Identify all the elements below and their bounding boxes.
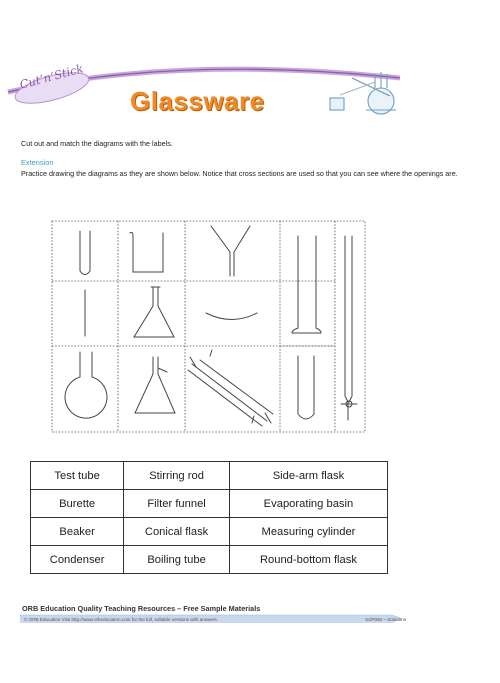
test-tube-diagram[interactable] [80, 231, 90, 275]
label-cell[interactable]: Burette [31, 490, 124, 518]
measuring-cylinder-diagram[interactable] [292, 236, 321, 333]
label-cell[interactable]: Measuring cylinder [229, 518, 387, 546]
round-bottom-flask-diagram[interactable] [65, 352, 107, 418]
footer-code: SciP060 – Solutions [365, 617, 407, 622]
boiling-tube-diagram[interactable] [298, 356, 314, 419]
label-cell[interactable]: Evaporating basin [229, 490, 387, 518]
table-row [31, 518, 388, 546]
conical-flask-diagram[interactable] [134, 287, 174, 337]
label-cell[interactable]: Condenser [31, 546, 124, 574]
label-cell[interactable]: Filter funnel [124, 490, 230, 518]
instructions-text: Cut out and match the diagrams with the labels. [21, 139, 173, 148]
table-row [31, 546, 388, 574]
label-cell[interactable]: Round-bottom flask [229, 546, 387, 574]
label-cell[interactable]: Stirring rod [124, 462, 230, 490]
page-title: Glassware [130, 86, 265, 116]
extension-heading: Extension [21, 158, 54, 167]
label-cell[interactable]: Side-arm flask [229, 462, 387, 490]
condenser-diagram[interactable] [188, 350, 273, 426]
label-cell[interactable]: Beaker [31, 518, 124, 546]
label-cell[interactable]: Boiling tube [124, 546, 230, 574]
label-cell[interactable]: Test tube [31, 462, 124, 490]
footer-copyright: © ORB Education Visit http://www.orbeducation.com for the full, editable versions with answers. [24, 617, 219, 622]
cut-n-stick-badge: Cut’n’Stick [18, 61, 85, 92]
burette-diagram[interactable] [341, 236, 357, 420]
filter-funnel-diagram[interactable] [211, 226, 250, 276]
side-arm-flask-diagram[interactable] [135, 357, 175, 413]
table-row [31, 462, 388, 490]
extension-body: Practice drawing the diagrams as they are shown below. Notice that cross sections are used so that you can see where the openings are. [21, 169, 458, 178]
footer-title: ORB Education Quality Teaching Resources – Free Sample Materials [22, 604, 261, 613]
table-row [31, 490, 388, 518]
label-cell[interactable]: Conical flask [124, 518, 230, 546]
evaporating-basin-diagram[interactable] [206, 313, 257, 320]
beaker-diagram[interactable] [130, 232, 163, 272]
labels-table [30, 461, 388, 574]
